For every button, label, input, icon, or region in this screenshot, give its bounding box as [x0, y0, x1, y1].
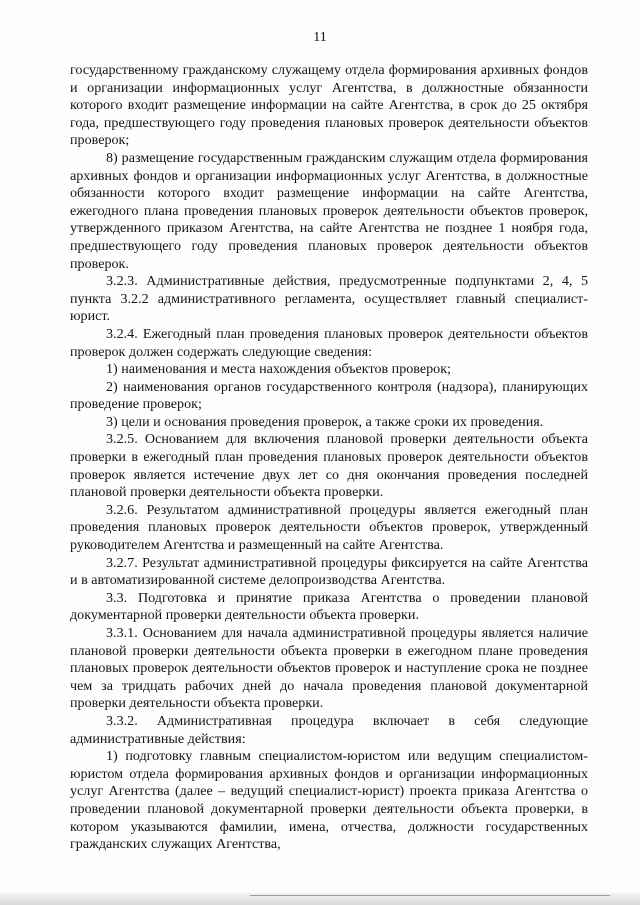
paragraph-3-2-7: 3.2.7. Результат административной процедуры фиксируется на сайте Агентства и в автоматизированной системе делопроизводства Агентства. — [70, 554, 588, 589]
paragraph-3-2-6: 3.2.6. Результатом административной процедуры является ежегодный план проведения плановых проверок деятельности объектов проверок, утвержденный руководителем Агентства и размещенный на сайте Агентства. — [70, 501, 588, 554]
paragraph-3-2-5: 3.2.5. Основанием для включения плановой проверки деятельности объекта проверки в ежегодный план проведения плановых проверок деятельности объектов проверок является истечение двух лет со дня окончания проведения последней плановой проверки деятельности объекта проверки. — [70, 431, 588, 501]
page-number: 11 — [313, 30, 327, 45]
paragraph-3-2-4: 3.2.4. Ежегодный план проведения плановых проверок деятельности объектов проверок должен содержать следующие сведения: — [70, 325, 588, 360]
paragraph-3-3-1: 3.3.1. Основанием для начала административной процедуры является наличие плановой проверки деятельности объекта проверки в ежегодном плане проведения плановых проверок деятельности объектов проверок и наступление срока не позднее чем за тридцать рабочих дней до начала проведения плановой документарной проверки деятельности объекта проверки. — [70, 625, 588, 712]
paragraph-3-3: 3.3. Подготовка и принятие приказа Агентства о проведении плановой документарной проверки деятельности объекта проверки. — [70, 589, 588, 624]
paragraph-list-item-2: 2) наименования органов государственного контроля (надзора), планирующих проведение проверок; — [70, 378, 588, 413]
paragraph-3-3-2: 3.3.2. Административная процедура включает в себя следующие административные действия: — [70, 712, 588, 747]
paragraph-list-item-1: 1) наименования и места нахождения объектов проверок; — [106, 361, 451, 378]
body-text — [70, 62, 588, 854]
paragraph-3-2-3: 3.2.3. Административные действия, предусмотренные подпунктами 2, 4, 5 пункта 3.2.2 административного регламента, осуществляет главный специалист-юрист. — [70, 273, 588, 325]
paragraph-item-8: 8) размещение государственным гражданским служащим отдела формирования архивных фондов и организации информационных услуг Агентства, в должностные обязанности которого входит размещение информации на сайте Агентства, ежегодного плана проведения плановых проверок деятельности объектов проверок, утвержденного приказом Агентства, на сайте Агентства не позднее 1 ноября года, предшествующего году проведения плановых проверок деятельности объектов проверок. — [70, 149, 588, 272]
scan-bottom-edge — [0, 893, 640, 905]
paragraph-continuation: государственному гражданскому служащему отдела формирования архивных фондов и организации информационных услуг Агентства, в должностные обязанности которого входит размещение информации на сайте Агентства, в срок до 25 октября года, предшествующего году проведения плановых проверок деятельности объектов проверок; — [70, 62, 588, 149]
paragraph-action-1: 1) подготовку главным специалистом-юристом или ведущим специалистом-юристом отдела формирования архивных фондов и организации информационных услуг Агентства (далее – ведущий специалист-юрист) проекта приказа Агентства о проведении плановой документарной проверки деятельности объекта проверки, в котором указываются фамилии, имена, отчества, должности государственных гражданских служащих Агентства, — [70, 748, 588, 853]
paragraph-list-item-3: 3) цели и основания проведения проверок, а также сроки их проведения. — [106, 413, 544, 430]
